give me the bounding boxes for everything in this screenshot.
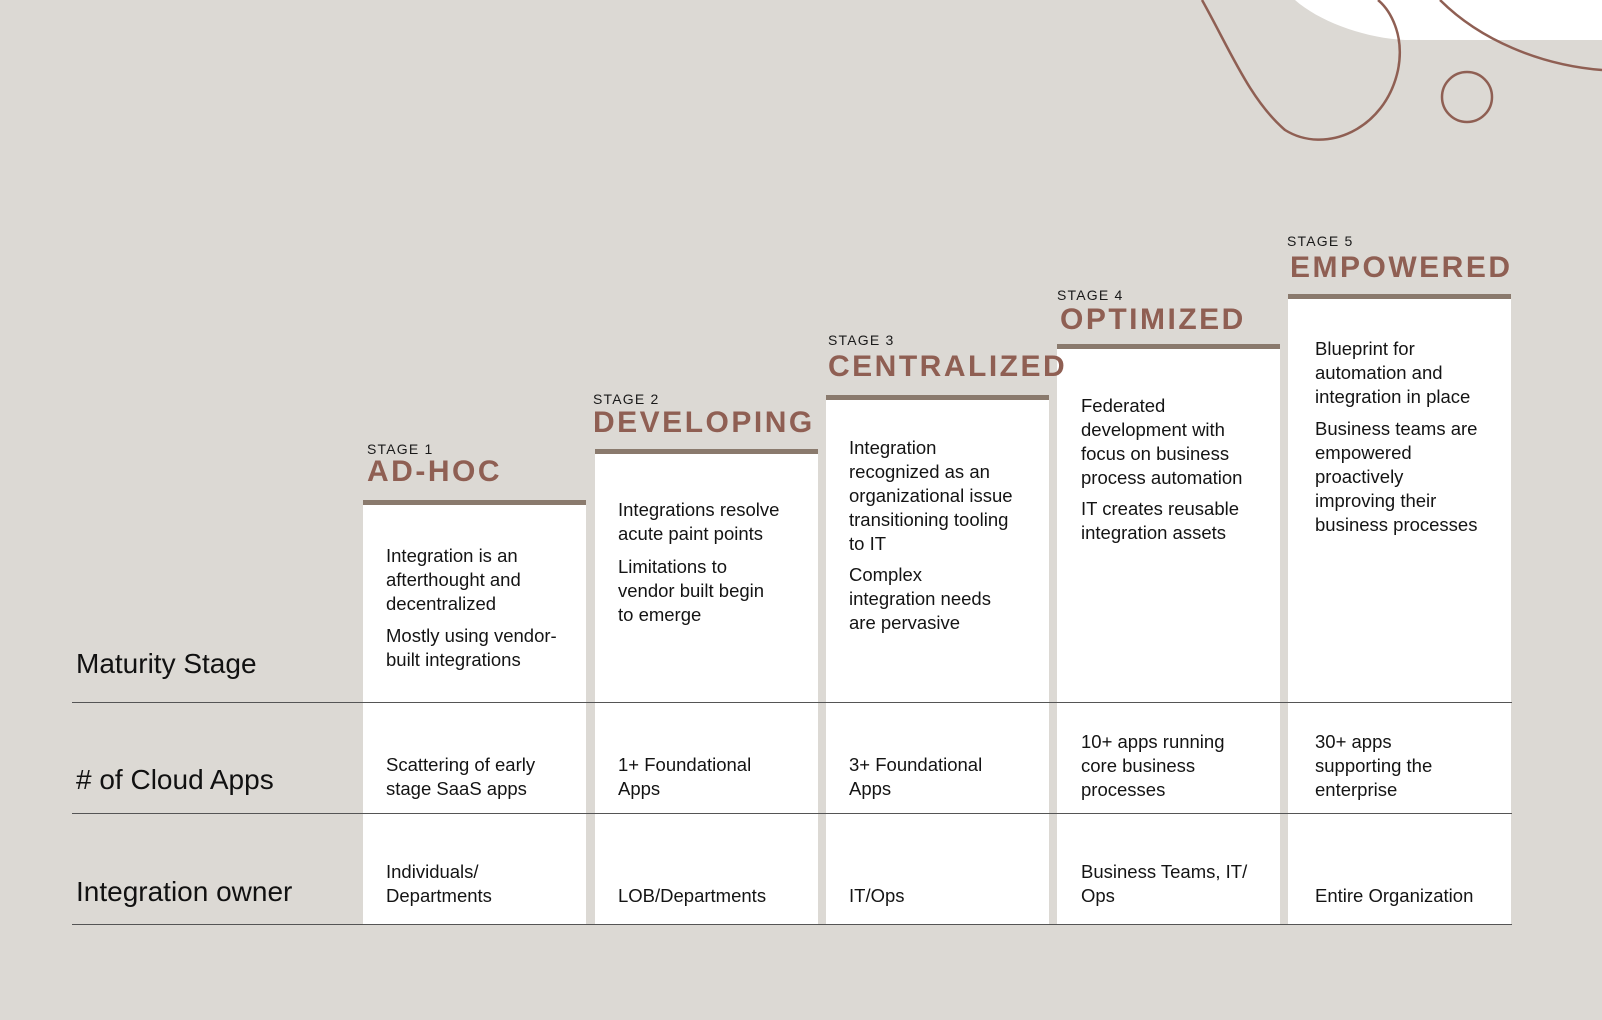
stage-5-description-secondary: Business teams are empowered proactively improving their business processes	[1315, 418, 1478, 535]
stage-2-integration-owner: LOB/Departments	[618, 885, 767, 906]
stage-3-description-secondary: Complex integration needs are pervasive	[849, 564, 991, 633]
stage-2-label: STAGE 2	[593, 391, 660, 407]
stage-4-description-primary: Federated development with focus on business process automation	[1081, 395, 1243, 488]
row-divider-2	[72, 813, 1512, 814]
stage-2-description-primary: Integrations resolve acute paint points	[618, 499, 780, 544]
stage-3-integration-owner: IT/Ops	[849, 885, 905, 906]
decorative-white-blob	[1295, 0, 1602, 40]
stage-4-label: STAGE 4	[1057, 287, 1124, 303]
row-label-maturity-stage: Maturity Stage	[76, 648, 257, 679]
stage-3-cloud-apps: 3+ Foundational Apps	[849, 754, 983, 799]
row-divider-1	[72, 702, 1512, 703]
stage-1-description-secondary: Mostly using vendor- built integrations	[386, 625, 557, 670]
stage-5-description-primary: Blueprint for automation and integration in place	[1315, 338, 1471, 407]
stage-2-name: DEVELOPING	[593, 406, 815, 439]
row-label-integration-owner: Integration owner	[76, 876, 293, 907]
stage-4-integration-owner: Business Teams, IT/ Ops	[1081, 861, 1248, 906]
stage-4-cloud-apps: 10+ apps running core business processes	[1081, 731, 1225, 800]
row-label-cloud-apps: # of Cloud Apps	[76, 764, 274, 795]
stage-1-name: AD-HOC	[367, 455, 502, 488]
decorative-circle	[1442, 72, 1492, 122]
stage-2-cloud-apps: 1+ Foundational Apps	[618, 754, 752, 799]
stage-1-cloud-apps: Scattering of early stage SaaS apps	[386, 754, 536, 799]
stage-2-description-secondary: Limitations to vendor built begin to emerge	[618, 556, 765, 625]
stage-1-label: STAGE 1	[367, 441, 434, 457]
stage-4-name: OPTIMIZED	[1060, 303, 1246, 336]
decorative-shapes	[0, 0, 1602, 160]
stage-4-description-secondary: IT creates reusable integration assets	[1081, 498, 1240, 543]
stage-5-name: EMPOWERED	[1290, 251, 1513, 284]
stage-1-description-primary: Integration is an afterthought and decentralized	[386, 545, 521, 614]
stage-5-cloud-apps: 30+ apps supporting the enterprise	[1315, 731, 1433, 800]
stage-3-label: STAGE 3	[828, 332, 895, 348]
stage-3-description-primary: Integration recognized as an organizational issue transitioning tooling to IT	[849, 437, 1013, 554]
stage-3-name: CENTRALIZED	[828, 350, 1068, 383]
stage-5-label: STAGE 5	[1287, 233, 1354, 249]
stage-1-integration-owner: Individuals/ Departments	[386, 861, 492, 906]
stage-5-integration-owner: Entire Organization	[1315, 885, 1474, 906]
row-divider-3	[72, 924, 1512, 925]
